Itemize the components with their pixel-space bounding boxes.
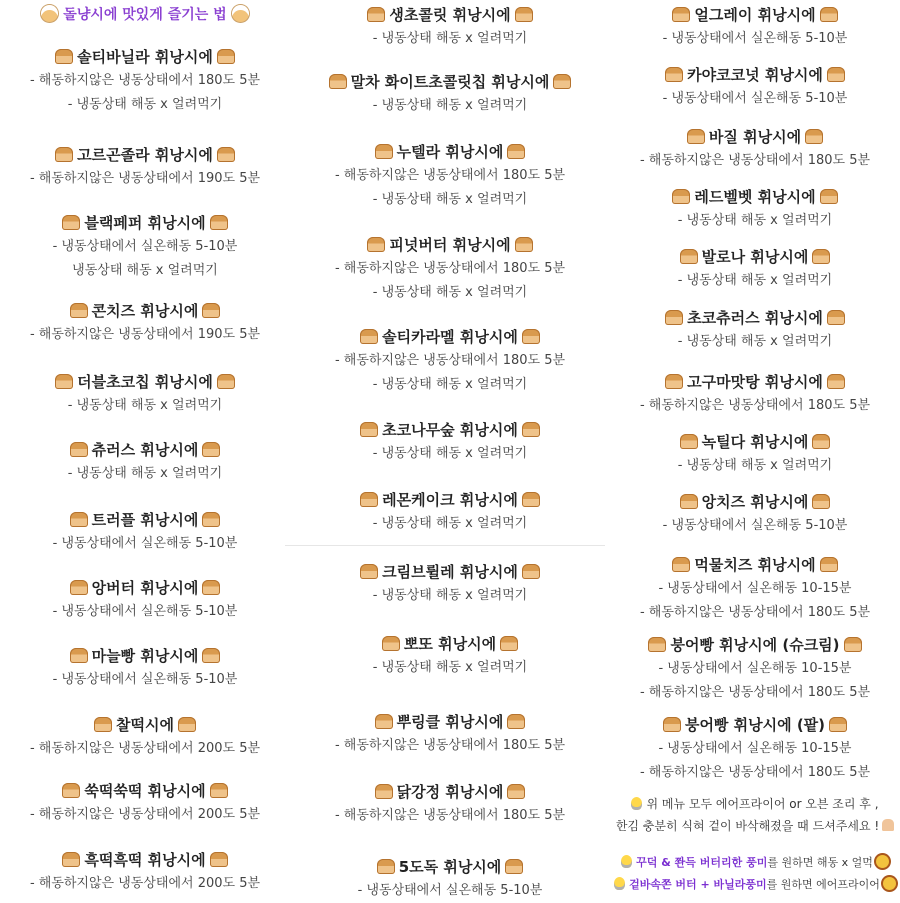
bread-icon bbox=[360, 564, 378, 579]
menu-item bbox=[290, 560, 610, 608]
menu-item-instruction: - 해동하지않은 냉동상태에서 200도 5분 bbox=[29, 807, 261, 822]
menu-item bbox=[610, 553, 900, 625]
menu-item-title bbox=[290, 140, 610, 164]
note-text-2: 한김 충분히 식혀 겉이 바삭해졌을 때 드셔주세요 ! bbox=[615, 819, 880, 833]
menu-item bbox=[0, 45, 290, 117]
page-title-text: 돌냥시에 맛있게 즐기는 법 bbox=[63, 7, 227, 23]
menu-item-name: 뿌링클 휘낭시에 bbox=[396, 713, 504, 731]
menu-item bbox=[0, 508, 290, 556]
menu-item-title bbox=[290, 325, 610, 349]
note-line-1 bbox=[610, 793, 900, 815]
bread-icon bbox=[827, 310, 845, 325]
bread-icon bbox=[665, 374, 683, 389]
menu-item-instruction: - 해동하지않은 냉동상태에서 200도 5분 bbox=[29, 741, 261, 756]
bread-icon bbox=[55, 49, 73, 64]
bread-icon bbox=[375, 784, 393, 799]
menu-item-name: 고르곤졸라 휘낭시에 bbox=[77, 146, 213, 164]
menu-item-title bbox=[610, 3, 900, 27]
bread-icon bbox=[812, 494, 830, 509]
tip-line-1 bbox=[610, 852, 900, 874]
tip-highlight-1: 꾸덕 & 쫜득 버터리한 풍미 bbox=[636, 856, 768, 869]
bread-icon bbox=[360, 492, 378, 507]
bread-icon bbox=[515, 237, 533, 252]
menu-item-instruction: - 해동하지않은 냉동상태에서 180도 5분 bbox=[334, 168, 566, 183]
bread-icon bbox=[217, 374, 235, 389]
menu-item-name: 더블초코칩 휘낭시에 bbox=[77, 373, 213, 391]
menu-item-instruction: - 해동하지않은 냉동상태에서 190도 5분 bbox=[29, 171, 261, 186]
menu-item-name: 누텔라 휘낭시에 bbox=[396, 143, 504, 161]
menu-item-instruction: - 냉동상태에서 실온해동 5-10분 bbox=[662, 518, 848, 533]
menu-item-name: 앙버터 휘낭시에 bbox=[91, 579, 199, 597]
menu-item bbox=[0, 143, 290, 191]
bread-icon bbox=[680, 494, 698, 509]
menu-item-name: 초코츄러스 휘낭시에 bbox=[687, 309, 823, 327]
menu-item-instruction: - 냉동상태 해동 x 얼려먹기 bbox=[372, 377, 528, 392]
menu-item-name: 쑥떡쑥떡 휘낭시에 bbox=[84, 782, 206, 800]
note-line-2 bbox=[610, 815, 900, 837]
menu-item bbox=[610, 306, 900, 354]
bread-icon bbox=[663, 717, 681, 732]
menu-item bbox=[290, 418, 610, 466]
menu-item-name: 레드벨벳 휘낭시에 bbox=[694, 188, 816, 206]
menu-item bbox=[290, 710, 610, 758]
menu-item-title bbox=[290, 488, 610, 512]
bread-icon bbox=[70, 303, 88, 318]
bread-icon bbox=[202, 648, 220, 663]
menu-item-name: 붕어빵 휘낭시에 (슈크림) bbox=[670, 636, 840, 654]
menu-item-name: 초코나무숲 휘낭시에 bbox=[382, 421, 518, 439]
menu-item-name: 츄러스 휘낭시에 bbox=[91, 441, 199, 459]
menu-item bbox=[290, 3, 610, 51]
menu-item-name: 크림브륄레 휘낭시에 bbox=[382, 563, 518, 581]
bread-icon bbox=[820, 7, 838, 22]
column-right bbox=[610, 0, 900, 900]
tip-text-2: 를 원하면 에어프라이어 bbox=[766, 878, 880, 891]
menu-item bbox=[290, 325, 610, 397]
bread-icon bbox=[522, 564, 540, 579]
menu-item bbox=[0, 848, 290, 896]
menu-item-title bbox=[0, 143, 290, 167]
menu-item-instruction: - 냉동상태 해동 x 얼려먹기 bbox=[677, 458, 833, 473]
menu-item-instruction: - 냉동상태에서 실온해동 10-15분 bbox=[658, 661, 852, 676]
bread-icon bbox=[500, 636, 518, 651]
menu-item bbox=[0, 211, 290, 283]
menu-item-instruction: - 냉동상태 해동 x 얼려먹기 bbox=[372, 660, 528, 675]
menu-item-instruction: - 냉동상태 해동 x 얼려먹기 bbox=[67, 466, 223, 481]
menu-item-title bbox=[610, 125, 900, 149]
bread-icon bbox=[844, 637, 862, 652]
bread-icon bbox=[210, 215, 228, 230]
bread-icon bbox=[202, 442, 220, 457]
menu-item bbox=[290, 488, 610, 536]
menu-item-instruction: - 냉동상태 해동 x 얼려먹기 bbox=[372, 192, 528, 207]
bread-icon bbox=[812, 249, 830, 264]
menu-item-instruction: - 해동하지않은 냉동상태에서 180도 5분 bbox=[639, 398, 871, 413]
menu-item-instruction: 냉동상태 해동 x 얼려먹기 bbox=[72, 263, 218, 278]
lightbulb-icon bbox=[631, 797, 642, 810]
menu-item bbox=[610, 63, 900, 111]
menu-item-name: 솔티카라멜 휘낭시에 bbox=[382, 328, 518, 346]
menu-item-instruction: - 냉동상태 해동 x 얼려먹기 bbox=[677, 334, 833, 349]
menu-item-name: 5도독 휘낭시에 bbox=[398, 858, 502, 876]
menu-item-instruction: - 냉동상태 해동 x 얼려먹기 bbox=[372, 516, 528, 531]
menu-item-name: 녹틸다 휘낭시에 bbox=[701, 433, 809, 451]
menu-item-name: 발로나 휘낭시에 bbox=[701, 248, 809, 266]
menu-item-name: 닭강정 휘낭시에 bbox=[396, 783, 504, 801]
menu-item-title bbox=[610, 633, 900, 657]
menu-item-instruction: - 냉동상태에서 실온해동 5-10분 bbox=[52, 672, 238, 687]
bread-icon bbox=[62, 852, 80, 867]
bread-icon bbox=[522, 422, 540, 437]
bread-icon bbox=[665, 310, 683, 325]
menu-item-title bbox=[0, 713, 290, 737]
menu-item-instruction: - 냉동상태에서 실온해동 5-10분 bbox=[52, 604, 238, 619]
menu-item-title bbox=[610, 245, 900, 269]
menu-item-title bbox=[290, 560, 610, 584]
menu-item-title bbox=[0, 644, 290, 668]
menu-item-instruction: - 해동하지않은 냉동상태에서 180도 5분 bbox=[29, 73, 261, 88]
menu-item bbox=[0, 713, 290, 761]
bread-icon bbox=[648, 637, 666, 652]
menu-item-name: 먹물치즈 휘낭시에 bbox=[694, 556, 816, 574]
menu-item-instruction: - 해동하지않은 냉동상태에서 180도 5분 bbox=[334, 261, 566, 276]
lion-icon bbox=[876, 855, 889, 868]
menu-item-title bbox=[290, 632, 610, 656]
bread-icon bbox=[687, 129, 705, 144]
bread-icon bbox=[522, 329, 540, 344]
bread-icon bbox=[812, 434, 830, 449]
menu-item-title bbox=[0, 508, 290, 532]
menu-item-instruction: - 냉동상태에서 실온해동 10-15분 bbox=[658, 741, 852, 756]
menu-item-instruction: - 냉동상태 해동 x 얼려먹기 bbox=[372, 446, 528, 461]
bread-icon bbox=[217, 49, 235, 64]
menu-item-title bbox=[610, 490, 900, 514]
menu-item-title bbox=[0, 370, 290, 394]
menu-item bbox=[290, 70, 610, 118]
menu-item-name: 앙치즈 휘낭시에 bbox=[701, 493, 809, 511]
menu-item-title bbox=[290, 233, 610, 257]
bread-icon bbox=[553, 74, 571, 89]
menu-item-name: 피넛버터 휘낭시에 bbox=[389, 236, 511, 254]
menu-item-instruction: - 해동하지않은 냉동상태에서 180도 5분 bbox=[639, 605, 871, 620]
bread-icon bbox=[672, 557, 690, 572]
bread-icon bbox=[680, 249, 698, 264]
menu-item-name: 솔티바닐라 휘낭시에 bbox=[77, 48, 213, 66]
menu-item bbox=[290, 780, 610, 828]
menu-item-name: 트러플 휘낭시에 bbox=[91, 511, 199, 529]
bread-icon bbox=[217, 147, 235, 162]
menu-item-title bbox=[610, 553, 900, 577]
bread-icon bbox=[70, 512, 88, 527]
bread-icon bbox=[360, 422, 378, 437]
menu-item-instruction: - 냉동상태에서 실온해동 5-10분 bbox=[357, 883, 543, 898]
bread-icon bbox=[505, 859, 523, 874]
tip-line-2 bbox=[610, 874, 900, 896]
menu-item bbox=[0, 299, 290, 347]
menu-item-instruction: - 해동하지않은 냉동상태에서 200도 5분 bbox=[29, 876, 261, 891]
menu-item-title bbox=[290, 70, 610, 94]
menu-item bbox=[290, 632, 610, 680]
menu-item bbox=[610, 430, 900, 478]
bread-icon bbox=[820, 557, 838, 572]
bread-icon bbox=[507, 144, 525, 159]
bread-icon bbox=[382, 636, 400, 651]
bread-icon bbox=[94, 717, 112, 732]
menu-item bbox=[610, 370, 900, 418]
bread-icon bbox=[55, 374, 73, 389]
menu-item-instruction: - 해동하지않은 냉동상태에서 180도 5분 bbox=[334, 808, 566, 823]
menu-item bbox=[610, 125, 900, 173]
menu-item-title bbox=[610, 430, 900, 454]
menu-item bbox=[610, 713, 900, 785]
bread-icon bbox=[70, 648, 88, 663]
bread-icon bbox=[202, 512, 220, 527]
bread-icon bbox=[805, 129, 823, 144]
bread-icon bbox=[672, 189, 690, 204]
bread-icon bbox=[680, 434, 698, 449]
menu-item-name: 카야코코넛 휘낭시에 bbox=[687, 66, 823, 84]
bread-icon bbox=[375, 714, 393, 729]
menu-item bbox=[610, 3, 900, 51]
menu-item-instruction: - 냉동상태 해동 x 얼려먹기 bbox=[67, 398, 223, 413]
menu-item-title bbox=[290, 3, 610, 27]
menu-item-name: 붕어빵 휘낭시에 (팥) bbox=[684, 716, 826, 734]
menu-item bbox=[0, 644, 290, 692]
bread-icon bbox=[377, 859, 395, 874]
bread-icon bbox=[55, 147, 73, 162]
menu-item-name: 레몬케이크 휘낭시에 bbox=[382, 491, 518, 509]
menu-item-instruction: - 냉동상태에서 실온해동 5-10분 bbox=[662, 91, 848, 106]
menu-item-instruction: - 냉동상태 해동 x 얼려먹기 bbox=[372, 31, 528, 46]
bread-icon bbox=[507, 784, 525, 799]
menu-item-title bbox=[0, 211, 290, 235]
bread-icon bbox=[827, 374, 845, 389]
menu-item-name: 흑떡흑떡 휘낭시에 bbox=[84, 851, 206, 869]
menu-item-title bbox=[0, 438, 290, 462]
menu-item-instruction: - 냉동상태 해동 x 얼려먹기 bbox=[372, 285, 528, 300]
bread-icon bbox=[329, 74, 347, 89]
menu-item-instruction: - 냉동상태 해동 x 얼려먹기 bbox=[677, 213, 833, 228]
praying-hands-icon bbox=[882, 819, 894, 831]
menu-item-title bbox=[610, 63, 900, 87]
bread-icon bbox=[202, 580, 220, 595]
tip-highlight-2: 겉바속쫀 버터 + 바닐라풍미 bbox=[629, 878, 767, 891]
menu-item-instruction: - 해동하지않은 냉동상태에서 180도 5분 bbox=[334, 353, 566, 368]
bread-icon bbox=[202, 303, 220, 318]
bread-icon bbox=[827, 67, 845, 82]
menu-item-instruction: - 해동하지않은 냉동상태에서 180도 5분 bbox=[639, 765, 871, 780]
menu-item-instruction: - 냉동상태에서 실온해동 5-10분 bbox=[52, 239, 238, 254]
bread-icon bbox=[367, 237, 385, 252]
bread-icon bbox=[178, 717, 196, 732]
menu-item-name: 뽀또 휘낭시에 bbox=[403, 635, 497, 653]
bread-icon bbox=[70, 442, 88, 457]
bread-icon bbox=[507, 714, 525, 729]
bread-icon bbox=[210, 783, 228, 798]
bread-icon bbox=[522, 492, 540, 507]
menu-item bbox=[290, 233, 610, 305]
menu-item bbox=[610, 633, 900, 705]
menu-item-name: 생초콜릿 휘낭시에 bbox=[389, 6, 511, 24]
bread-icon bbox=[515, 7, 533, 22]
menu-item-instruction: - 해동하지않은 냉동상태에서 180도 5분 bbox=[639, 153, 871, 168]
menu-item-title bbox=[0, 779, 290, 803]
menu-item-title bbox=[0, 45, 290, 69]
menu-item-name: 고구마맛탕 휘낭시에 bbox=[687, 373, 823, 391]
menu-item-name: 블랙페퍼 휘낭시에 bbox=[84, 214, 206, 232]
bread-icon bbox=[665, 67, 683, 82]
bread-icon bbox=[210, 852, 228, 867]
menu-item bbox=[610, 490, 900, 538]
bread-icon bbox=[367, 7, 385, 22]
menu-item-title bbox=[0, 576, 290, 600]
menu-item-instruction: - 냉동상태 해동 x 얼려먹기 bbox=[677, 273, 833, 288]
note-text-1: 위 메뉴 모두 에어프라이어 or 오븐 조리 후 , bbox=[646, 797, 879, 811]
menu-item-instruction: - 냉동상태에서 실온해동 5-10분 bbox=[662, 31, 848, 46]
bread-icon bbox=[375, 144, 393, 159]
menu-item-name: 말차 화이트초콜릿칩 휘낭시에 bbox=[350, 73, 550, 91]
menu-item bbox=[610, 185, 900, 233]
bread-icon bbox=[672, 7, 690, 22]
menu-item-name: 콘치즈 휘낭시에 bbox=[91, 302, 199, 320]
menu-item bbox=[0, 370, 290, 418]
menu-item-instruction: - 냉동상태 해동 x 얼려먹기 bbox=[372, 98, 528, 113]
menu-item bbox=[290, 140, 610, 212]
menu-item-instruction: - 해동하지않은 냉동상태에서 190도 5분 bbox=[29, 327, 261, 342]
menu-item-instruction: - 냉동상태 해동 x 얼려먹기 bbox=[67, 97, 223, 112]
menu-item-name: 마늘빵 휘낭시에 bbox=[91, 647, 199, 665]
menu-item bbox=[0, 779, 290, 827]
tip-text-1: 를 원하면 해동 x 얼먹 bbox=[767, 856, 873, 869]
menu-item-instruction: - 해동하지않은 냉동상태에서 180도 5분 bbox=[334, 738, 566, 753]
menu-item-name: 얼그레이 휘낭시에 bbox=[694, 6, 816, 24]
menu-item-title bbox=[610, 185, 900, 209]
menu-item-instruction: - 냉동상태 해동 x 얼려먹기 bbox=[372, 588, 528, 603]
menu-item bbox=[290, 855, 610, 903]
column-left bbox=[0, 0, 290, 900]
menu-item-title bbox=[290, 780, 610, 804]
lightbulb-icon bbox=[621, 855, 632, 868]
menu-item-name: 바질 휘낭시에 bbox=[708, 128, 802, 146]
menu-item-title bbox=[290, 855, 610, 879]
bread-icon bbox=[829, 717, 847, 732]
menu-item-instruction: - 해동하지않은 냉동상태에서 180도 5분 bbox=[639, 685, 871, 700]
bread-icon bbox=[70, 580, 88, 595]
lightbulb-icon bbox=[614, 877, 625, 890]
menu-item-title bbox=[290, 418, 610, 442]
menu-item-title bbox=[610, 713, 900, 737]
bread-icon bbox=[360, 329, 378, 344]
menu-item-title bbox=[290, 710, 610, 734]
column-middle bbox=[290, 0, 610, 900]
menu-item-title bbox=[610, 306, 900, 330]
menu-item bbox=[610, 245, 900, 293]
menu-item bbox=[0, 576, 290, 624]
menu-item-name: 찰떡시에 bbox=[116, 716, 174, 734]
menu-item-title bbox=[0, 848, 290, 872]
menu-item-instruction: - 냉동상태에서 실온해동 10-15분 bbox=[658, 581, 852, 596]
bread-icon bbox=[62, 215, 80, 230]
bread-icon bbox=[820, 189, 838, 204]
menu-item-title bbox=[610, 370, 900, 394]
menu-item bbox=[0, 438, 290, 486]
lion-icon bbox=[883, 877, 896, 890]
divider bbox=[285, 545, 605, 546]
menu-item-instruction: - 냉동상태에서 실온해동 5-10분 bbox=[52, 536, 238, 551]
bread-icon bbox=[62, 783, 80, 798]
menu-item-title bbox=[0, 299, 290, 323]
